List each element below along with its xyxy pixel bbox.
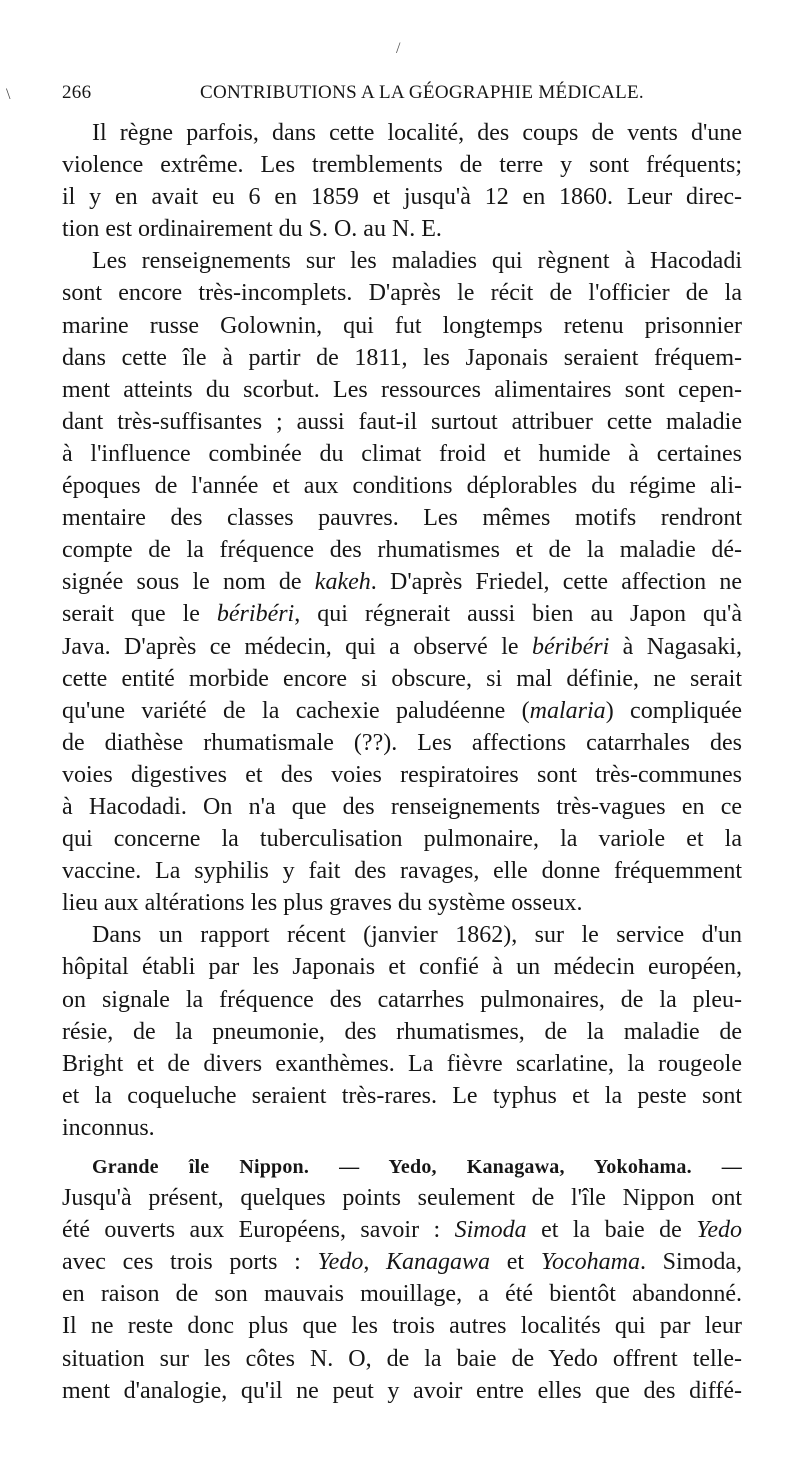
text-run: signée sous le nom de (62, 569, 315, 596)
text-line: dans cette île à partir de 1811, les Japonais seraient fréquem- (62, 344, 742, 371)
text-line: de diathèse rhumatismale (??). Les affections catarrhales des (62, 729, 742, 756)
italic-term: béribéri (531, 633, 610, 660)
page-number: 266 (62, 82, 92, 103)
text-line: à l'influence combinée du climat froid et humide à certaines (62, 440, 742, 467)
text-line (62, 566, 742, 598)
text-line: résie, de la pneumonie, des rhumatismes, de la maladie de (62, 1018, 742, 1045)
text-line: Dans un rapport récent (janvier 1862), sur le service d'un (92, 922, 742, 949)
text-line: lieu aux altérations les plus graves du système osseux. (62, 890, 583, 917)
text-line: hôpital établi par les Japonais et confié à un médecin européen, (62, 954, 742, 981)
text-line: ment d'analogie, qu'il ne peut y avoir entre elles que des diffé- (62, 1377, 742, 1404)
section-heading (62, 1150, 742, 1182)
italic-term: Yocohama (540, 1249, 640, 1276)
text-line: dant très-suffisantes ; aussi faut-il surtout attribuer cette maladie (62, 408, 742, 435)
italic-term: béribéri (216, 601, 295, 628)
text-line: sont encore très-incomplets. D'après le récit de l'officier de la (62, 280, 742, 307)
text-line: situation sur les côtes N. O, de la baie de Yedo offrent telle- (62, 1345, 742, 1372)
section-heading-text: Grande île Nippon. — Yedo, Kanagawa, Yokohama. — (92, 1156, 742, 1178)
text-line: et la coqueluche seraient très-rares. Le typhus et la peste sont (62, 1082, 742, 1109)
text-line: Les renseignements sur les maladies qui règnent à Hacodadi (92, 248, 742, 275)
margin-mark: \ (6, 86, 11, 103)
text-line: qui concerne la tuberculisation pulmonaire, la variole et la (62, 826, 742, 853)
text-run: ) compliquée (605, 697, 743, 724)
text-run: et la baie de (526, 1217, 697, 1244)
italic-term: kakeh (314, 569, 371, 596)
body-text (62, 117, 742, 1407)
text-line: mentaire des classes pauvres. Les mêmes motifs rendront (62, 505, 742, 532)
text-run: Java. D'après ce médecin, qui a observé le (62, 633, 532, 660)
top-mark: / (396, 40, 401, 57)
text-line: à Hacodadi. On n'a que des renseignements très-vagues en ce (62, 793, 742, 820)
text-run: à Nagasaki, (609, 633, 742, 660)
text-line (62, 631, 742, 663)
text-line: cette entité morbide encore si obscure, si mal définie, ne serait (62, 665, 742, 692)
italic-term: malaria (529, 697, 606, 724)
text-line: inconnus. (62, 1114, 155, 1141)
italic-term: Yedo (696, 1217, 742, 1244)
text-line: tion est ordinairement du S. O. au N. E. (62, 216, 442, 243)
text-line: marine russe Golownin, qui fut longtemps retenu prisonnier (62, 312, 742, 339)
text-line: Bright et de divers exanthèmes. La fièvre scarlatine, la rougeole (62, 1050, 742, 1077)
running-title: CONTRIBUTIONS A LA GÉOGRAPHIE MÉDICALE. (200, 82, 644, 103)
text-line (62, 598, 742, 630)
text-line: violence extrême. Les tremblements de terre y sont fréquents; (62, 152, 742, 179)
text-run: et (490, 1249, 541, 1276)
text-run: . D'après Friedel, cette affection ne (370, 569, 742, 596)
text-line: en raison de son mauvais mouillage, a été bientôt abandonné. (62, 1281, 742, 1308)
text-line: Il règne parfois, dans cette localité, des coups de vents d'une (92, 120, 742, 146)
italic-term: Simoda (454, 1217, 527, 1244)
text-run: . Simoda, (639, 1249, 743, 1276)
text-run: serait que le (62, 601, 217, 628)
italic-term: Yedo (317, 1249, 364, 1276)
text-line: compte de la fréquence des rhumatismes et de la maladie dé- (62, 537, 742, 564)
text-line (62, 1214, 742, 1246)
text-run: , qui régnerait aussi bien au Japon qu'à (294, 601, 743, 628)
text-run: avec ces trois ports : (62, 1249, 318, 1276)
text-line (62, 1246, 742, 1278)
text-line: Il ne reste donc plus que les trois autres localités qui par leur (62, 1313, 742, 1340)
text-run: été ouverts aux Européens, savoir : (62, 1217, 455, 1244)
text-line: on signale la fréquence des catarrhes pulmonaires, de la pleu- (62, 986, 742, 1013)
text-line: époques de l'année et aux conditions déplorables du régime ali- (62, 473, 742, 500)
italic-term: Kanagawa (386, 1249, 491, 1276)
text-line: il y en avait eu 6 en 1859 et jusqu'à 12 en 1860. Leur direc- (62, 184, 742, 211)
text-line: vaccine. La syphilis y fait des ravages, elle donne fréquemment (62, 858, 742, 885)
text-line: ment atteints du scorbut. Les ressources alimentaires sont cepen- (62, 376, 742, 403)
text-run: qu'une variété de la cachexie paludéenne ( (62, 697, 530, 724)
text-line (62, 695, 742, 727)
text-run: , (363, 1249, 387, 1276)
text-line: voies digestives et des voies respiratoires sont très-communes (62, 761, 742, 788)
text-line: Jusqu'à présent, quelques points seulement de l'île Nippon ont (62, 1185, 742, 1212)
